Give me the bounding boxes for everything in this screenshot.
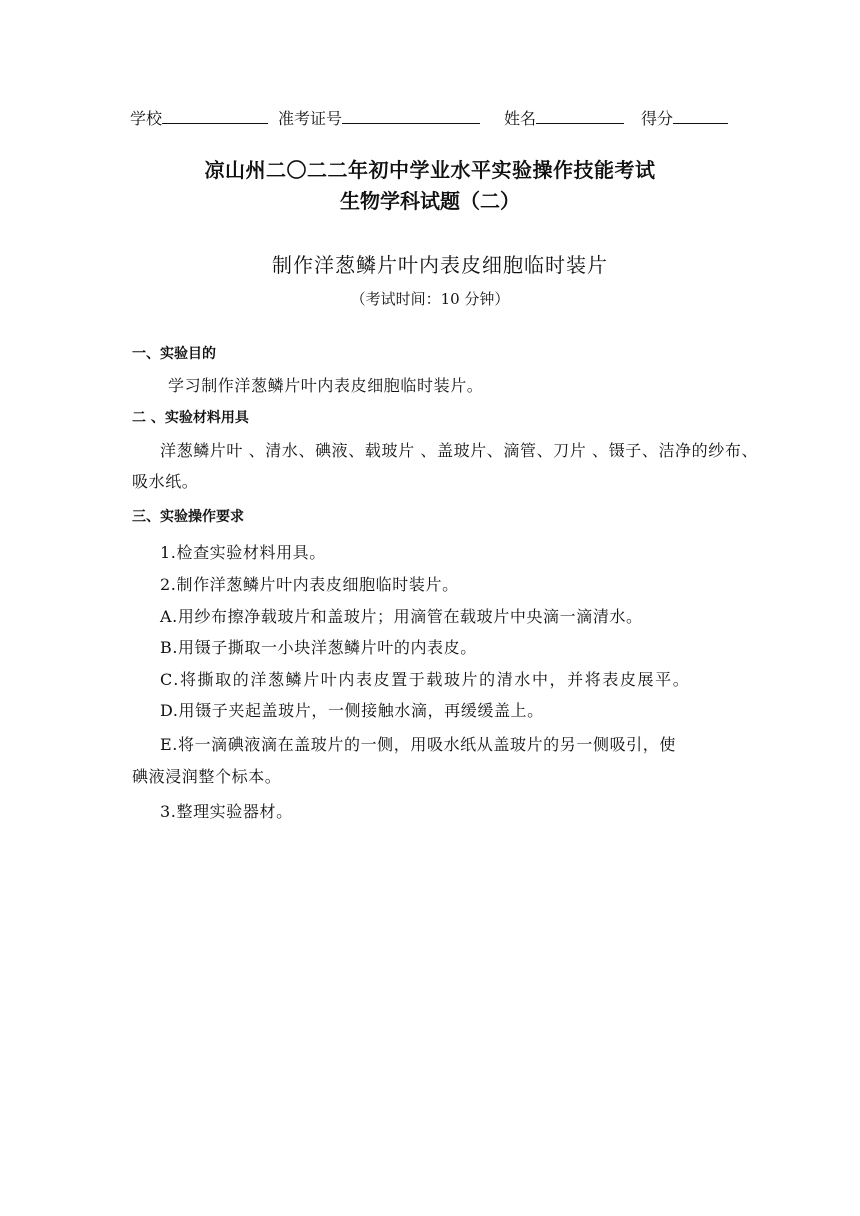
school-field <box>130 106 268 129</box>
exam-number-blank <box>342 106 480 124</box>
step-e-line-2: 碘液浸润整个标本。 <box>132 767 282 786</box>
section-3-heading: 三、实验操作要求 <box>132 509 244 525</box>
step-2: 2.制作洋葱鳞片叶内表皮细胞临时装片。 <box>160 575 459 594</box>
name-field <box>504 106 624 129</box>
candidate-info-line <box>130 106 730 130</box>
materials-line-2: 吸水纸。 <box>132 472 199 491</box>
school-blank <box>162 106 268 124</box>
name-blank <box>536 106 624 124</box>
exam-number-label: 准考证号 <box>278 109 343 128</box>
exam-title: 凉山州二〇二二年初中学业水平实验操作技能考试 <box>204 158 656 182</box>
score-blank <box>673 106 728 124</box>
step-a: A.用纱布擦净载玻片和盖玻片；用滴管在载玻片中央滴一滴清水。 <box>160 607 643 626</box>
exam-duration: （考试时间：10 分钟） <box>350 290 510 308</box>
materials-line-1: 洋葱鳞片叶 、清水、碘液、载玻片 、盖玻片、滴管、刀片 、镊子、洁净的纱布、 <box>160 441 759 460</box>
experiment-title: 制作洋葱鳞片叶内表皮细胞临时装片 <box>272 253 608 277</box>
section-1-text: 学习制作洋葱鳞片叶内表皮细胞临时装片。 <box>168 376 484 395</box>
name-label: 姓名 <box>504 109 537 128</box>
section-1-heading: 一、实验目的 <box>132 346 216 362</box>
step-b: B.用镊子撕取一小块洋葱鳞片叶的内表皮。 <box>160 638 477 657</box>
step-1: 1.检查实验材料用具。 <box>160 543 326 562</box>
school-label: 学校 <box>130 109 163 128</box>
section-2-heading: 二 、实验材料用具 <box>132 410 249 426</box>
step-c: C.将撕取的洋葱鳞片叶内表皮置于载玻片的清水中，并将表皮展平。 <box>160 670 691 689</box>
exam-subtitle: 生物学科试题（二） <box>340 189 520 213</box>
exam-number-field <box>278 106 480 129</box>
step-e-line-1: E.将一滴碘液滴在盖玻片的一侧，用吸水纸从盖玻片的另一侧吸引，使 <box>160 735 676 754</box>
score-field <box>641 106 728 129</box>
step-d: D.用镊子夹起盖玻片，一侧接触水滴，再缓缓盖上。 <box>160 701 544 720</box>
score-label: 得分 <box>641 109 674 128</box>
step-3: 3.整理实验器材。 <box>160 802 293 821</box>
